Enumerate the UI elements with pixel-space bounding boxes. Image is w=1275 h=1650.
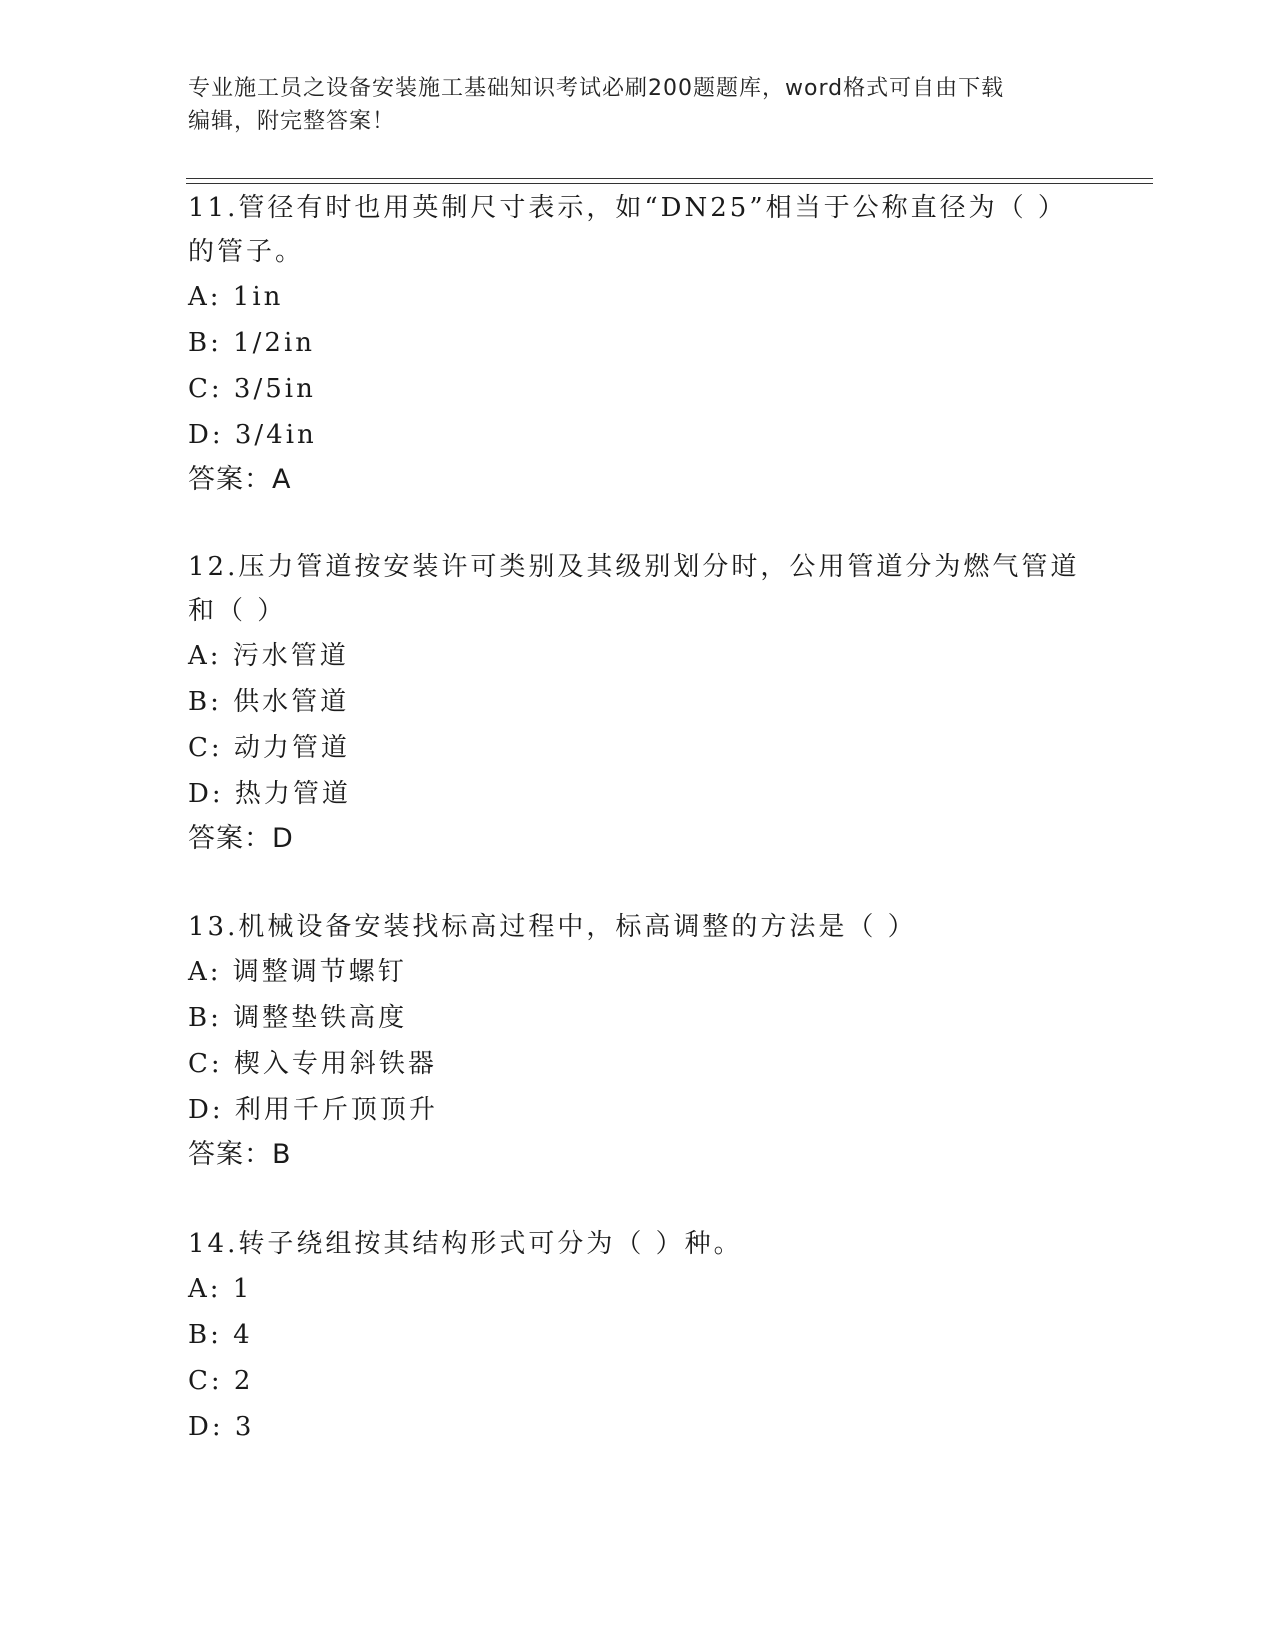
answer: 答案：B	[188, 1139, 292, 1170]
question-11	[188, 186, 1088, 502]
question-13	[188, 905, 1088, 1177]
question-14	[188, 1222, 1088, 1450]
question-stem: 12.压力管道按安装许可类别及其级别划分时，公用管道分为燃气管道	[188, 552, 1080, 582]
option-c: C: 3/5in	[188, 374, 316, 404]
option-b: B: 调整垫铁高度	[188, 1003, 408, 1033]
question-stem: 13.机械设备安装找标高过程中，标高调整的方法是（ ）	[188, 912, 917, 942]
question-stem: 14.转子绕组按其结构形式可分为（ ）种。	[188, 1229, 743, 1259]
option-a: A: 调整调节螺钉	[188, 957, 407, 987]
question-stem-continued: 的管子。	[188, 237, 305, 267]
option-d: D: 热力管道	[188, 779, 351, 809]
option-a: A: 1	[188, 1274, 253, 1304]
header-divider-top	[186, 178, 1153, 179]
option-a: A: 污水管道	[188, 641, 349, 671]
option-c: C: 楔入专用斜铁器	[188, 1049, 437, 1079]
document-header	[188, 72, 1068, 138]
option-c: C: 动力管道	[188, 733, 350, 763]
question-stem: 11.管径有时也用英制尺寸表示，如“DN25”相当于公称直径为（ ）	[188, 193, 1067, 223]
question-stem-continued: 和（ ）	[188, 596, 287, 626]
header-line-2: 编辑，附完整答案！	[188, 109, 396, 134]
header-divider-bottom	[186, 183, 1153, 184]
option-d: D: 3/4in	[188, 420, 317, 450]
option-b: B: 1/2in	[188, 328, 316, 358]
option-d: D: 利用千斤顶顶升	[188, 1095, 438, 1125]
question-12	[188, 545, 1088, 861]
option-d: D: 3	[188, 1412, 255, 1442]
option-b: B: 4	[188, 1320, 253, 1350]
option-a: A: 1in	[188, 282, 284, 312]
answer: 答案：D	[188, 823, 294, 854]
answer: 答案：A	[188, 464, 292, 495]
option-c: C: 2	[188, 1366, 254, 1396]
option-b: B: 供水管道	[188, 687, 350, 717]
header-line-1: 专业施工员之设备安装施工基础知识考试必刷200题题库，word格式可自由下载	[188, 76, 1005, 101]
